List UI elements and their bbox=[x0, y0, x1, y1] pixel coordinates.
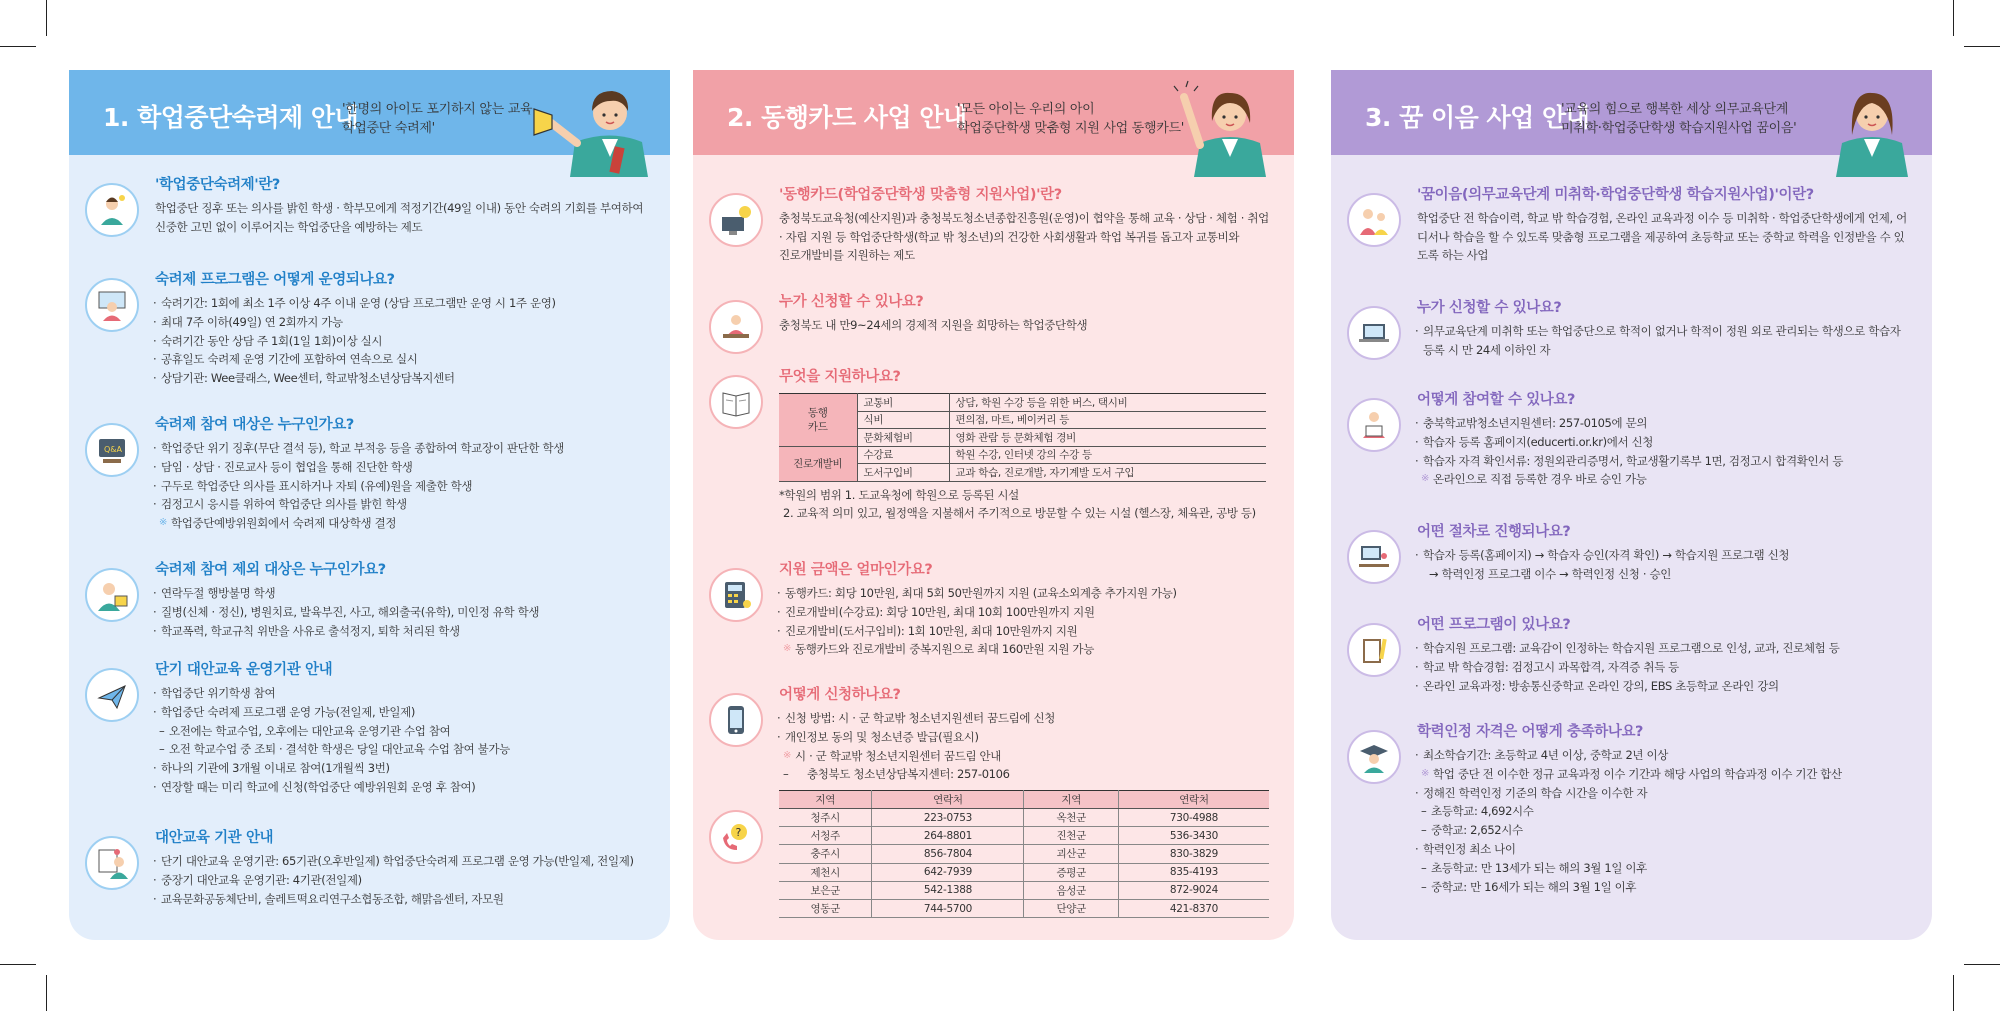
table-cell: 진천군 bbox=[1024, 827, 1118, 845]
list-item: · 최소학습기간: 초등학교 4년 이상, 중학교 2년 이상 bbox=[1417, 746, 1914, 765]
section-heading: '꿈이음(의무교육단계 미취학·학업중단학생 학습지원사업)'이란? bbox=[1417, 187, 1814, 203]
list-item: · 검정고시 응시를 위하여 학업중단 의사를 밝힌 학생 bbox=[155, 495, 652, 514]
list-item: · 질병(신체 · 정신), 병원치료, 발육부진, 사고, 해외출국(유학), 미인정 유학 학생 bbox=[155, 603, 652, 622]
section-text-line: 진로개발비를 지원하는 제도 bbox=[779, 248, 915, 263]
section-how-to-participate bbox=[1347, 390, 1914, 489]
dash-item: – 오전 학교수업 중 조퇴 · 결석한 학생은 당일 대안교육 수업 참여 불가능 bbox=[155, 740, 652, 759]
table-cell: 학원 수강, 인터넷 강의 수강 등 bbox=[949, 446, 1266, 464]
list-item: · 학습자 자격 확인서류: 정원외관리증명서, 학교생활기록부 1면, 검정고시 합격확인서 등 bbox=[1417, 452, 1914, 471]
list-item: · 학업중단 위기학생 참여 bbox=[155, 684, 652, 703]
note-item: ※ 학업 중단 전 이수한 정규 교육과정 이수 기간과 해당 사업의 학습과정 이수 기간 합산 bbox=[1417, 765, 1914, 784]
list-item: · 하나의 기관에 3개월 이내로 참여(1개월씩 3번) bbox=[155, 759, 652, 778]
panel-header bbox=[1331, 70, 1932, 155]
table-cell: 상담, 학원 수강 등을 위한 버스, 택시비 bbox=[949, 394, 1266, 412]
note-item: ※ 학업중단예방위원회에서 숙려제 대상학생 결정 bbox=[155, 514, 652, 533]
table-cell: 증평군 bbox=[1024, 863, 1118, 881]
section-how-to-apply bbox=[709, 685, 1276, 784]
table-header: 지역 bbox=[779, 791, 872, 809]
section-qualification bbox=[1347, 722, 1914, 896]
laptop-icon bbox=[1347, 306, 1401, 360]
section-text: 학업중단 징후 또는 의사를 밝힌 학생 · 학부모에게 적정기간(49일 이내) 동안 숙려의 기회를 부여하여 신중한 고민 없이 이루어지는 학업중단을 예방하는 제도 bbox=[155, 201, 644, 234]
table-cell: 음성군 bbox=[1024, 881, 1118, 899]
table-cell: 도서구입비 bbox=[857, 464, 949, 482]
list-item: · 상담기관: Wee클래스, Wee센터, 학교밖청소년상담복지센터 bbox=[155, 369, 652, 388]
table-cell: 충주시 bbox=[779, 845, 872, 863]
pointing-girl-icon bbox=[1164, 77, 1284, 177]
list-item-continuation: → 학력인정 프로그램 이수 → 학력인정 신청 · 승인 bbox=[1429, 566, 1671, 581]
subtitle-line: 미취학·학업중단학생 학습지원사업 꿈이음' bbox=[1561, 121, 1797, 136]
table-row bbox=[779, 446, 1266, 464]
crop-mark bbox=[0, 964, 36, 965]
panel-dropout-deliberation bbox=[69, 70, 670, 940]
panel-subtitle bbox=[957, 100, 1184, 138]
table-cell: 264-8801 bbox=[872, 827, 1024, 845]
teacher-icon bbox=[85, 278, 139, 332]
list-item: · 학교폭력, 학교규칙 위반을 사유로 출석정지, 퇴학 처리된 학생 bbox=[155, 622, 652, 641]
table-header: 연락처 bbox=[1118, 791, 1269, 809]
list-item: · 진로개발비(도서구입비): 1회 10만원, 최대 10만원까지 지원 bbox=[779, 622, 1276, 641]
list-item: · 중장기 대안교육 운영기관: 4기관(전일제) bbox=[155, 871, 652, 890]
dash-item: – 중학교: 만 16세가 되는 해의 3월 1일 이후 bbox=[1417, 878, 1914, 897]
contacts-table bbox=[779, 790, 1269, 918]
table-cell: 835-4193 bbox=[1118, 863, 1269, 881]
panel-companion-card bbox=[693, 70, 1294, 940]
section-heading: 단기 대안교육 운영기관 안내 bbox=[155, 662, 333, 678]
list-item: · 동행카드: 회당 10만원, 최대 5회 50만원까지 지원 (교육소외계층 추가지원 가능) bbox=[779, 584, 1276, 603]
list-item: · 충북학교밖청소년지원센터: 257-0105에 문의 bbox=[1417, 414, 1914, 433]
section-heading: 숙려제 참여 대상은 누구인가요? bbox=[155, 417, 354, 433]
section-heading: 누가 신청할 수 있나요? bbox=[1417, 300, 1562, 316]
list-item: · 신청 방법: 시 · 군 학교밖 청소년지원센터 꿈드림에 신청 bbox=[779, 709, 1276, 728]
table-row bbox=[779, 827, 1269, 845]
list-item: · 숙려기간 동안 상담 주 1회(1일 1회)이상 실시 bbox=[155, 332, 652, 351]
table-row bbox=[779, 394, 1266, 412]
list-item: · 숙려기간: 1회에 최소 1주 이상 4주 이내 운영 (상담 프로그램만 운영 시 1주 운영) bbox=[155, 294, 652, 313]
crop-mark bbox=[1953, 975, 1954, 1011]
smartphone-icon bbox=[709, 693, 763, 747]
section-text-line: · 자립 지원 등 학업중단학생(학교 밖 청소년)의 건강한 사회생활과 학업 복귀를 돕고자 교통비와 bbox=[779, 229, 1240, 244]
table-cell: 421-8370 bbox=[1118, 899, 1269, 917]
list-item: · 학업중단 위기 징후(무단 결석 등), 학교 부적응 등을 종합하여 학교장이 판단한 학생 bbox=[155, 439, 652, 458]
family-icon bbox=[1347, 193, 1401, 247]
list-item: · 공휴일도 숙려제 운영 기간에 포함하여 연속으로 실시 bbox=[155, 350, 652, 369]
table-cell: 옥천군 bbox=[1024, 809, 1118, 827]
dash-item: – 초등학교: 4,692시수 bbox=[1417, 802, 1914, 821]
subtitle-line: '모든 아이는 우리의 아이 bbox=[957, 102, 1095, 117]
panel-title: 1. 학업중단숙려제 안내 bbox=[103, 103, 359, 132]
person-thinking-icon bbox=[85, 183, 139, 237]
table-cell: 730-4988 bbox=[1118, 809, 1269, 827]
panel-header bbox=[69, 70, 670, 155]
section-heading: 숙려제 프로그램은 어떻게 운영되나요? bbox=[155, 272, 395, 288]
table-cell: 서청주 bbox=[779, 827, 872, 845]
section-participants bbox=[85, 415, 652, 533]
section-heading: '동행카드(학업중단학생 맞춤형 지원사업)'란? bbox=[779, 187, 1062, 203]
crop-mark bbox=[1964, 46, 2000, 47]
list-item: · 학습지원 프로그램: 교육감이 인정하는 학습지원 프로그램으로 인성, 교과, 진로체험 등 bbox=[1417, 639, 1914, 658]
section-short-term-alt-ed bbox=[85, 660, 652, 797]
section-support-amount bbox=[709, 560, 1276, 659]
list-item: · 학습자 등록 홈페이지(educerti.or.kr)에서 신청 bbox=[1417, 433, 1914, 452]
table-cell: 문화체험비 bbox=[857, 429, 949, 447]
list-item: · 정해진 학력인정 기준의 학습 시간을 이수한 자 bbox=[1417, 784, 1914, 803]
section-heading: 대안교육 기관 안내 bbox=[155, 830, 274, 846]
section-program-operation bbox=[85, 270, 652, 388]
table-cell: 642-7939 bbox=[872, 863, 1024, 881]
table-cell: 영동군 bbox=[779, 899, 872, 917]
section-heading: 지원 금액은 얼마인가요? bbox=[779, 562, 933, 578]
table-cell: 542-1388 bbox=[872, 881, 1024, 899]
subtitle-line: '한명의 아이도 포기하지 않는 교육 bbox=[342, 102, 533, 117]
section-what-is bbox=[709, 185, 1276, 265]
dash-item: – 초등학교: 만 13세가 되는 해의 3월 1일 이후 bbox=[1417, 859, 1914, 878]
subtitle-line: '교육의 힘으로 행복한 세상 의무교육단계 bbox=[1561, 102, 1788, 117]
section-who-can-apply bbox=[1347, 298, 1914, 360]
crop-mark bbox=[0, 46, 36, 47]
section-what-is bbox=[85, 175, 652, 236]
svg-text:Q&A: Q&A bbox=[104, 445, 123, 454]
reading-person-icon bbox=[1347, 398, 1401, 452]
crop-mark bbox=[1964, 964, 2000, 965]
table-cell: 536-3430 bbox=[1118, 827, 1269, 845]
megaphone-character-icon bbox=[530, 77, 660, 177]
list-item: · 최대 7주 이하(49일) 연 2회까지 가능 bbox=[155, 313, 652, 332]
presenter-icon bbox=[85, 836, 139, 890]
table-row bbox=[779, 899, 1269, 917]
panel-dream-link bbox=[1331, 70, 1932, 940]
section-text-line: 충청북도교육청(예산지원)과 충청북도청소년종합진흥원(운영)이 협약을 통해 교육 · 상담 · 체험 · 취업 bbox=[779, 211, 1269, 225]
table-cell: 856-7804 bbox=[872, 845, 1024, 863]
section-heading: 학력인정 자격은 어떻게 충족하나요? bbox=[1417, 724, 1644, 740]
qna-board-icon bbox=[85, 423, 139, 477]
table-cell: 식비 bbox=[857, 411, 949, 429]
book-pencil-icon bbox=[1347, 623, 1401, 677]
section-text: 충청북도 내 만9~24세의 경제적 지원을 희망하는 학업중단학생 bbox=[779, 318, 1088, 332]
section-heading: 어떻게 신청하나요? bbox=[779, 687, 901, 703]
list-item: · 학업중단 숙려제 프로그램 운영 가능(전일제, 반일제) bbox=[155, 703, 652, 722]
section-who-can-apply bbox=[709, 292, 1276, 335]
table-cell: 교통비 bbox=[857, 394, 949, 412]
support-table bbox=[779, 393, 1266, 482]
crop-mark bbox=[1953, 0, 1954, 36]
table-cell: 830-3829 bbox=[1118, 845, 1269, 863]
list-item: · 개인정보 동의 및 청소년증 발급(필요시) bbox=[779, 728, 1276, 747]
section-heading: 어떤 프로그램이 있나요? bbox=[1417, 617, 1571, 633]
list-item: · 단기 대안교육 운영기관: 65기관(오후반일제) 학업중단숙려제 프로그램 운영 가능(반일제, 전일제) bbox=[155, 852, 652, 871]
section-heading: 어떻게 참여할 수 있나요? bbox=[1417, 392, 1576, 408]
list-item: · 구두로 학업중단 의사를 표시하거나 자퇴 (유예)원을 제출한 학생 bbox=[155, 477, 652, 496]
table-cell: 괴산군 bbox=[1024, 845, 1118, 863]
list-item: · 온라인 교육과정: 방송통신중학교 온라인 강의, EBS 초등학교 온라인 강의 bbox=[1417, 677, 1914, 696]
section-programs bbox=[1347, 615, 1914, 695]
table-category-cell: 진로개발비 bbox=[779, 446, 857, 481]
table-cell: 편의점, 마트, 베이커리 등 bbox=[949, 411, 1266, 429]
table-header-row bbox=[779, 791, 1269, 809]
list-item: · 학력인정 최소 나이 bbox=[1417, 840, 1914, 859]
dash-item: – 중학교: 2,652시수 bbox=[1417, 821, 1914, 840]
table-cell: 수강료 bbox=[857, 446, 949, 464]
subtitle-line: 학업중단학생 맞춤형 지원 사업 동행카드' bbox=[957, 121, 1184, 136]
woman-character-icon bbox=[1822, 77, 1922, 177]
section-heading: 숙려제 참여 제외 대상은 누구인가요? bbox=[155, 562, 386, 578]
table-note: 2. 교육적 의미 있고, 월정액을 지불해서 주기적으로 방문할 수 있는 시설 (헬스장, 체육관, 공방 등) bbox=[783, 506, 1256, 521]
table-cell: 제천시 bbox=[779, 863, 872, 881]
section-what-is bbox=[1347, 185, 1914, 265]
list-item: · 연장할 때는 미리 학교에 신청(학업중단 예방위원회 운영 후 참여) bbox=[155, 778, 652, 797]
table-cell: 744-5700 bbox=[872, 899, 1024, 917]
idea-computer-icon bbox=[709, 193, 763, 247]
section-text: 학업중단 전 학습이력, 학교 밖 학습경험, 온라인 교육과정 이수 등 미취학 · 학업중단학생에게 언제, 어디서나 학습을 할 수 있도록 맞춤형 프로그램을 제공하여 초등학교 또는 중학교 학력을 인정받을 수 있도록 하는 사업 bbox=[1417, 211, 1907, 263]
table-category-cell: 동행 카드 bbox=[779, 394, 857, 447]
crop-mark bbox=[46, 975, 47, 1011]
list-item: · 교육문화공동체단비, 솔레트떡요리연구소협동조합, 해맑음센터, 자모원 bbox=[155, 890, 652, 909]
desk-computer-icon bbox=[1347, 530, 1401, 584]
table-cell: 223-0753 bbox=[872, 809, 1024, 827]
section-heading: 어떤 절차로 진행되나요? bbox=[1417, 524, 1571, 540]
section-contacts bbox=[709, 790, 1276, 918]
table-cell: 청주시 bbox=[779, 809, 872, 827]
panel-title: 3. 꿈 이음 사업 안내 bbox=[1365, 103, 1590, 132]
note-item: ※ 시 · 군 학교밖 청소년지원센터 꿈드림 안내 bbox=[779, 747, 1276, 766]
section-heading: 무엇을 지원하나요? bbox=[779, 369, 901, 385]
graduate-icon bbox=[1347, 730, 1401, 784]
table-cell: 872-9024 bbox=[1118, 881, 1269, 899]
panel-header bbox=[693, 70, 1294, 155]
table-row bbox=[779, 809, 1269, 827]
table-note: *학원의 범위 1. 도교육청에 학원으로 등록된 시설 bbox=[779, 487, 1019, 502]
dash-item: – 오전에는 학교수업, 오후에는 대안교육 운영기관 수업 참여 bbox=[155, 722, 652, 741]
section-excluded bbox=[85, 560, 652, 640]
section-alt-ed-institutions bbox=[85, 828, 652, 908]
table-cell: 영화 관람 등 문화체험 경비 bbox=[949, 429, 1266, 447]
panel-title: 2. 동행카드 사업 안내 bbox=[727, 103, 967, 132]
panel-subtitle bbox=[342, 100, 532, 138]
table-row bbox=[779, 863, 1269, 881]
crop-mark bbox=[46, 0, 47, 36]
calculator-icon bbox=[709, 568, 763, 622]
table-cell: 보은군 bbox=[779, 881, 872, 899]
dash-item: – 충청북도 청소년상담복지센터: 257-0106 bbox=[779, 765, 1276, 784]
airplane-icon bbox=[85, 668, 139, 722]
list-item: · 진로개발비(수강료): 회당 10만원, 최대 10회 100만원까지 지원 bbox=[779, 603, 1276, 622]
list-item: · 학습자 등록(홈페이지) → 학습자 승인(자격 확인) → 학습지원 프로그램 신청 bbox=[1417, 546, 1914, 565]
person-with-folder-icon bbox=[85, 568, 139, 622]
list-item: · 담임 · 상담 · 진로교사 등이 협업을 통해 진단한 학생 bbox=[155, 458, 652, 477]
section-heading: 누가 신청할 수 있나요? bbox=[779, 294, 924, 310]
section-what-support bbox=[709, 367, 1276, 523]
phone-question-icon bbox=[709, 810, 763, 864]
list-item: · 학교 밖 학습경험: 검정고시 과목합격, 자격증 취득 등 bbox=[1417, 658, 1914, 677]
section-procedure bbox=[1347, 522, 1914, 584]
subtitle-line: 학업중단 숙려제' bbox=[342, 121, 435, 136]
table-row bbox=[779, 845, 1269, 863]
list-item: · 연락두절 행방불명 학생 bbox=[155, 584, 652, 603]
person-at-desk-icon bbox=[709, 300, 763, 354]
list-item: · 의무교육단계 미취학 또는 학업중단으로 학적이 없거나 학적이 정원 외로 관리되는 학생으로 학습자 등록 시 만 24세 이하인 자 bbox=[1417, 322, 1914, 360]
note-item: ※ 동행카드와 진로개발비 중복지원으로 최대 160만원 지원 가능 bbox=[779, 640, 1276, 659]
table-cell: 교과 학습, 진로개발, 자기계발 도서 구입 bbox=[949, 464, 1266, 482]
panel-subtitle bbox=[1561, 100, 1796, 138]
section-heading: '학업중단숙려제'란? bbox=[155, 177, 280, 193]
book-icon bbox=[709, 375, 763, 429]
table-header: 지역 bbox=[1024, 791, 1118, 809]
table-row bbox=[779, 881, 1269, 899]
table-header: 연락처 bbox=[872, 791, 1024, 809]
table-cell: 단양군 bbox=[1024, 899, 1118, 917]
note-item: ※ 온라인으로 직접 등록한 경우 바로 승인 가능 bbox=[1417, 470, 1914, 489]
svg-text:?: ? bbox=[735, 826, 742, 839]
